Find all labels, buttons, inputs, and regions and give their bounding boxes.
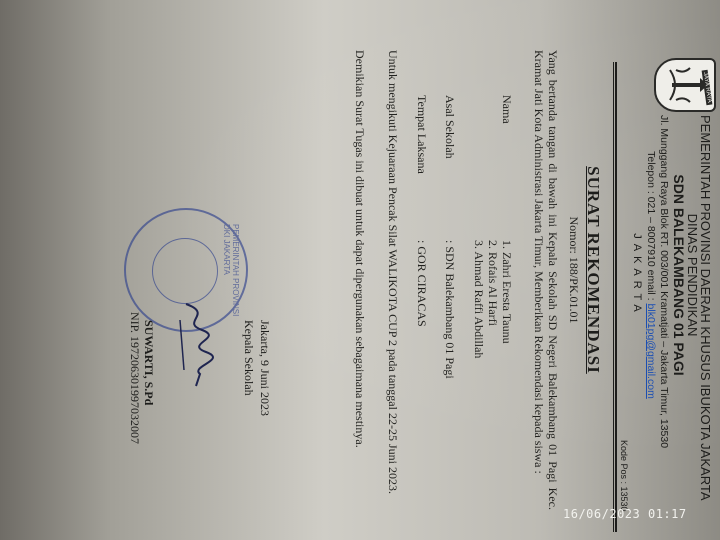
signer-name: SUWARTI, S.Pd [142,320,156,406]
camera-timestamp: 16/06/2023 01:17 [563,507,687,521]
postal-code: Kode Pos : 13530 [619,440,629,512]
closing-paragraph: Demikian Surat Tugas ini dibuat untuk dapat dipergunakan sebagaimana mestinya. [353,50,367,448]
letterhead-rule [615,62,617,532]
student-name: 1. Zahri Eresta Taunu [500,240,514,344]
letter-title: SURAT REKOMENDASI [584,166,603,374]
event-paragraph: Untuk mengikuti Kejuaraan Pencak Silat WALIKOTA CUP 2 pada tanggal 22-25 Juni 2023. [386,50,400,494]
contact-email: blk01pg@gmail.com [645,303,657,399]
field-value-tempat: : GOR CIRACAS [415,240,429,327]
student-name: 2. Rofais Al Harfi [486,240,500,326]
stamp-text: PEMERINTAH PROVINSI DKI JAKARTA [222,224,240,317]
letterhead-address: Jl. Munggang Raya Blok RT. 003/001 Kramatjati – Jakarta Timur, 13530 [658,115,670,449]
field-label-tempat: Tempat Laksana [415,95,429,174]
letterhead-rule-thin [613,62,614,532]
place-date: Jakarta, 9 Juni 2023 [258,320,272,416]
letterhead-government: PEMERINTAH PROVINSI DAERAH KHUSUS IBUKOTA JAKARTA [698,115,713,501]
handwritten-signature [174,300,220,390]
field-label-asal-sekolah: Asal Sekolah [443,95,457,159]
field-value-asal-sekolah: : SDN Balekambang 01 Pagi [443,240,457,379]
dki-jakarta-logo [654,58,716,112]
intro-paragraph: Yang bertanda tangan di bawah ini Kepala Sekolah SD Negeri Balekambang 01 Pagi Kec. Kramat Jati Kota Administrasi Jakarta Timur, Memberikan Rekomendasi kepada siswa : [532,50,560,510]
letterhead-school: SDN BALEKAMBANG 01 PAGI [671,174,687,376]
student-name: 3. Ahmad Raffi Abdillah [472,240,486,359]
logo-text: JAYA RAYA [701,71,713,104]
contact-phone: Telepon : 021 – 8007910 email : [645,151,657,304]
letter-number: Nomor: 188/PK.01.01 [567,216,581,324]
stamp-inner-ring [152,238,218,304]
letterhead-department: DINAS PENDIDIKAN [685,213,700,337]
signer-nip: NIP. 197206301997032007 [128,312,142,445]
letterhead-city: JAKARTA [631,233,643,317]
letterhead-contact [644,115,658,435]
field-label-nama: Nama [500,95,514,124]
signer-role: Kepala Sekolah [242,320,256,396]
